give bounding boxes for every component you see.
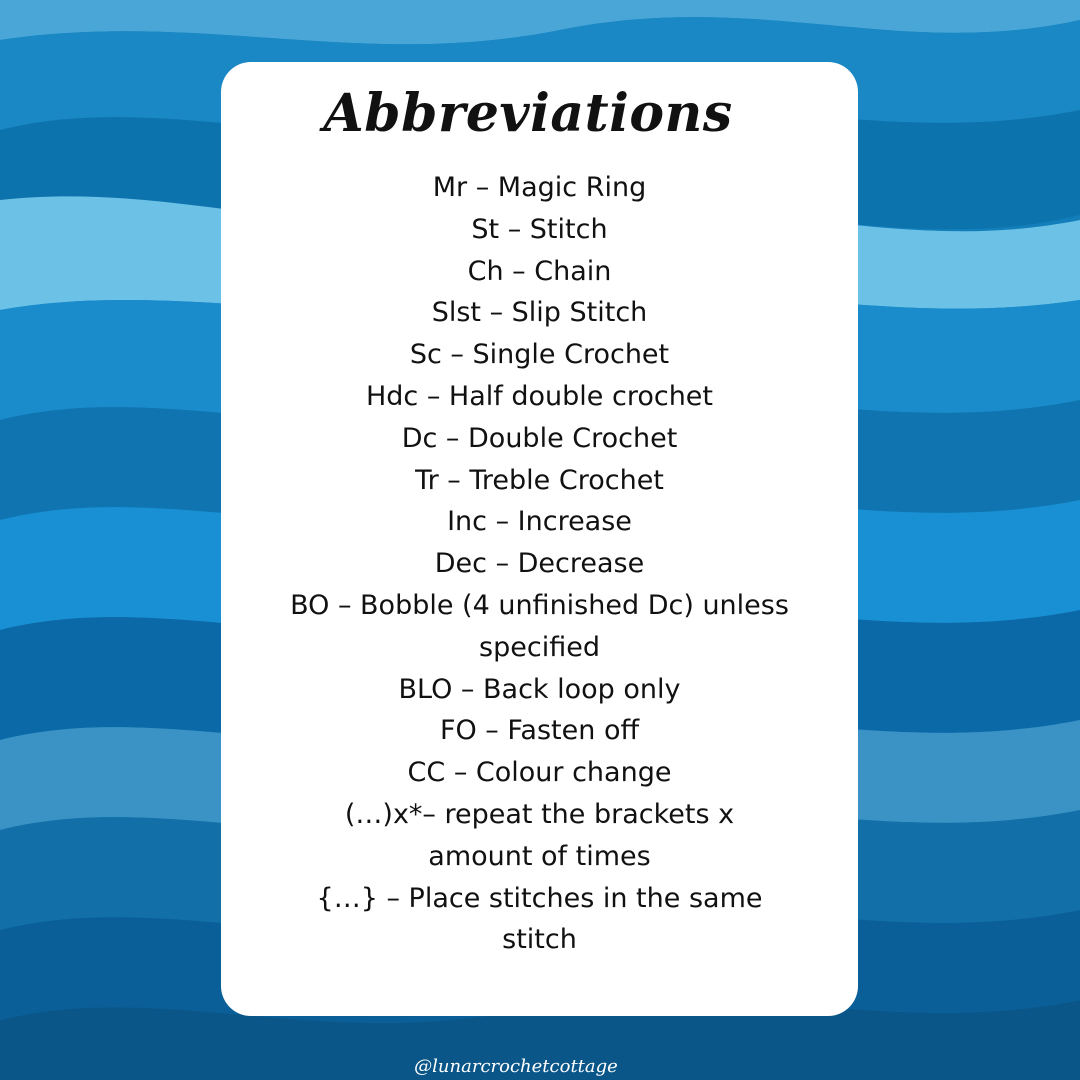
list-item: Sc – Single Crochet <box>409 339 670 371</box>
list-item: Ch – Chain <box>467 255 612 287</box>
list-item: BLO – Back loop only <box>398 673 681 705</box>
list-item: Mr – Magic Ring <box>432 172 647 203</box>
list-item: Dec – Decrease <box>434 548 645 580</box>
list-item: (…)x*– repeat the brackets x amount of times <box>344 798 735 872</box>
list-item: Dc – Double Crochet <box>401 422 678 454</box>
social-handle: @lunarcrochetcottage <box>414 1056 618 1077</box>
page-title: Abbreviations <box>323 83 733 144</box>
list-item: Slst – Slip Stitch <box>431 297 648 329</box>
abbreviation-list <box>221 167 858 961</box>
list-item: St – Stitch <box>471 213 608 245</box>
list-item: Inc – Increase <box>447 506 632 538</box>
list-item: Hdc – Half double crochet <box>365 380 714 412</box>
list-item: {…} – Place stitches in the same stitch <box>316 882 763 956</box>
list-item: Tr – Treble Crochet <box>415 464 664 496</box>
list-item: CC – Colour change <box>407 757 672 789</box>
list-item: BO – Bobble (4 unfinished Dc) unless specified <box>290 589 789 663</box>
list-item: FO – Fasten off <box>439 715 640 747</box>
